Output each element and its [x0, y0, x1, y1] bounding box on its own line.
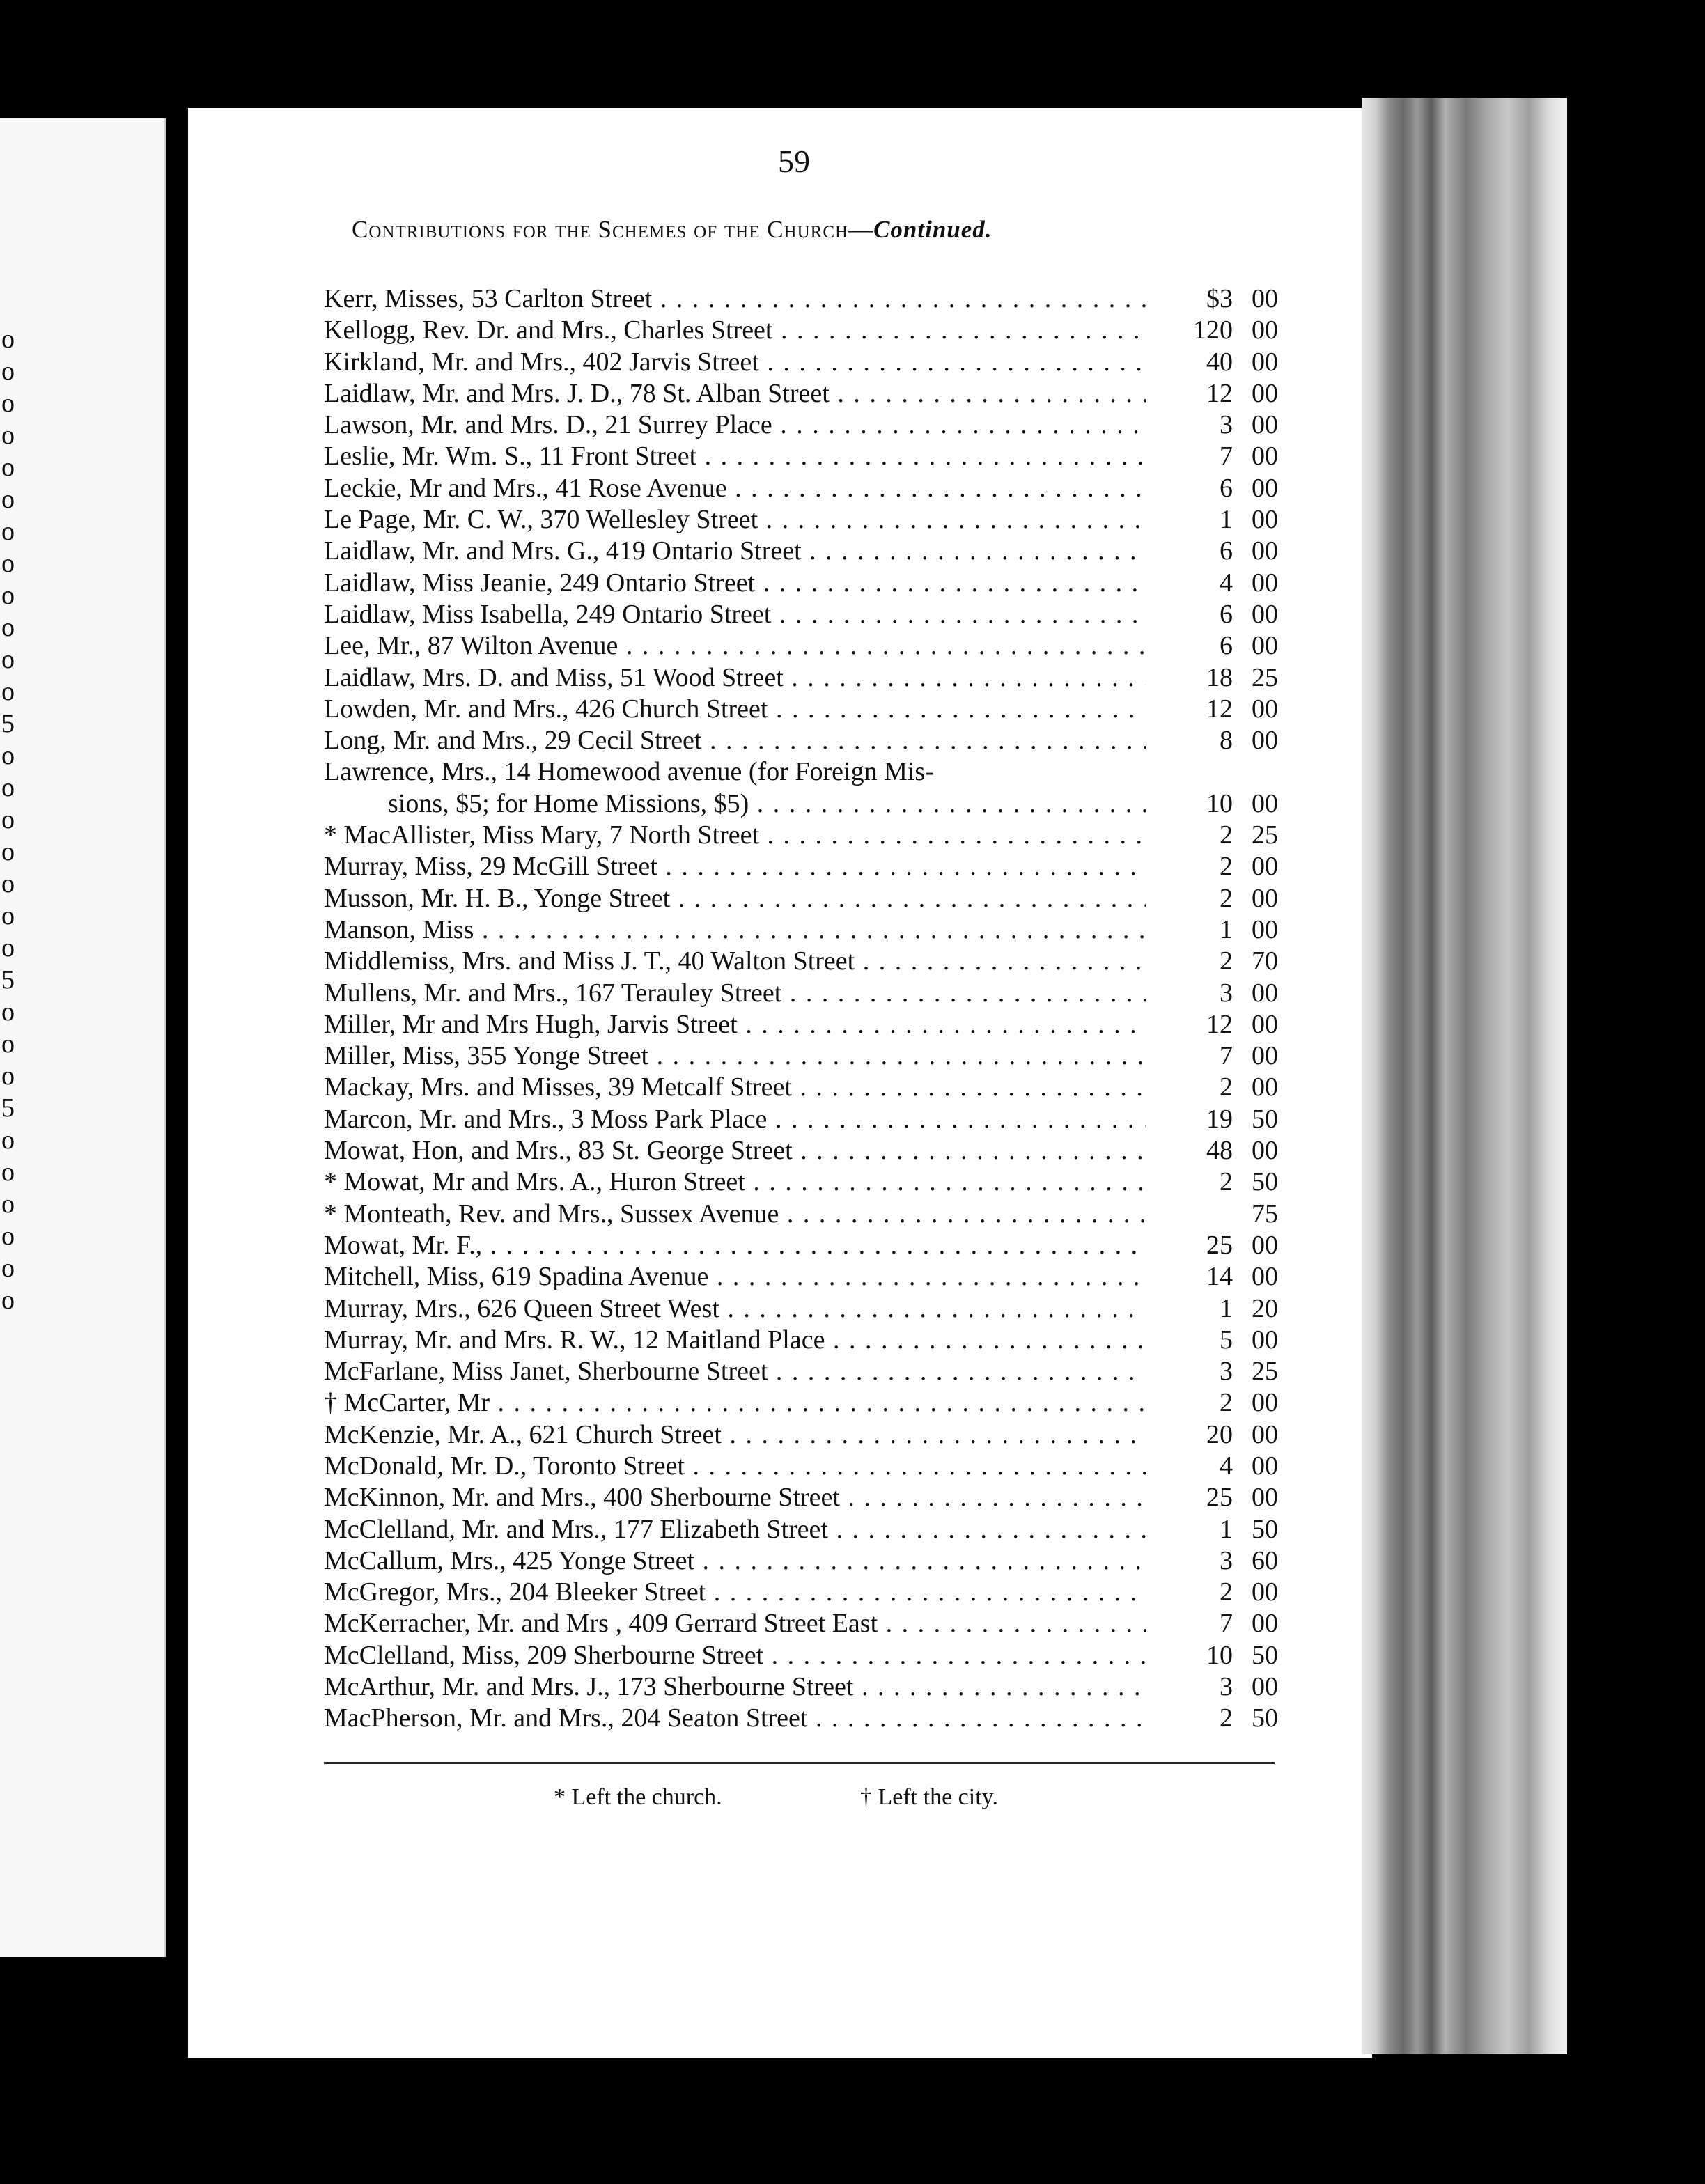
- amount-cents: 50: [1252, 1104, 1278, 1134]
- contributor-name: McCallum, Mrs., 425 Yonge Street . . .: [324, 1545, 1146, 1577]
- amount-cents: 00: [1252, 1072, 1278, 1102]
- contributor-name: * Mowat, Mr and Mrs. A., Huron Street . . .: [324, 1167, 1146, 1198]
- contribution-row: [324, 504, 1278, 536]
- amount-dollars: 5: [1220, 1325, 1233, 1355]
- contributor-name: Long, Mr. and Mrs., 29 Cecil Street . . .: [324, 725, 1146, 756]
- amount-dollars: $3: [1206, 284, 1233, 313]
- contributor-name: Murray, Mr. and Mrs. R. W., 12 Maitland Place . . .: [324, 1325, 1146, 1356]
- amount-dollars: 1: [1220, 1293, 1233, 1323]
- amount-cents: 20: [1252, 1293, 1278, 1323]
- contribution-row: [324, 946, 1278, 977]
- amount-cents: 75: [1252, 1199, 1278, 1228]
- contribution-row: [324, 725, 1278, 756]
- left-page-edge-digit: o: [1, 581, 15, 610]
- contribution-row: [324, 1514, 1278, 1545]
- contributor-name: Middlemiss, Mrs. and Miss J. T., 40 Walton Street . . .: [324, 946, 1146, 977]
- left-page-edge-digit: o: [1, 421, 15, 450]
- contribution-row: [324, 1387, 1278, 1419]
- left-page-edge-digit: o: [1, 1061, 15, 1091]
- left-page-edge-digit: o: [1, 1190, 15, 1219]
- contributor-name: sions, $5; for Home Missions, $5) . . .: [388, 788, 1146, 820]
- left-page-edge-digit: o: [1, 1125, 15, 1155]
- amount-dollars: 2: [1220, 820, 1233, 850]
- left-page-edge-digit: o: [1, 741, 15, 770]
- amount-cents: 00: [1252, 568, 1278, 598]
- amount-dollars: 4: [1220, 1451, 1233, 1481]
- amount-dollars: 6: [1220, 473, 1233, 503]
- amount-dollars: 7: [1220, 1609, 1233, 1639]
- contributor-name: McFarlane, Miss Janet, Sherbourne Street . . .: [324, 1356, 1146, 1387]
- amount-cents: 00: [1252, 1009, 1278, 1039]
- amount-dollars: 2: [1220, 1577, 1233, 1607]
- contributor-name: McClelland, Miss, 209 Sherbourne Street . . .: [324, 1640, 1146, 1671]
- amount-dollars: 19: [1206, 1104, 1233, 1134]
- contributor-name: Miller, Miss, 355 Yonge Street . . .: [324, 1040, 1146, 1072]
- left-page-edge-digit: o: [1, 933, 15, 962]
- contribution-row: [324, 756, 1278, 788]
- contributor-name: McClelland, Mr. and Mrs., 177 Elizabeth Street . . .: [324, 1514, 1146, 1545]
- left-page-edge-digit: o: [1, 613, 15, 642]
- left-page-edge-digit: o: [1, 517, 15, 546]
- contributor-name: Lee, Mr., 87 Wilton Avenue . . .: [324, 630, 1146, 662]
- amount-cents: 00: [1252, 1672, 1278, 1702]
- footnote-left-church: * Left the church.: [554, 1784, 722, 1810]
- amount-dollars: 1: [1220, 1514, 1233, 1544]
- amount-dollars: 18: [1206, 662, 1233, 692]
- left-page-edge-digit: o: [1, 325, 15, 354]
- amount-dollars: 48: [1206, 1136, 1233, 1166]
- amount-cents: 00: [1252, 694, 1278, 724]
- contributions-list: [324, 283, 1278, 1735]
- contribution-row: [324, 1640, 1278, 1671]
- contribution-row: [324, 1671, 1278, 1703]
- contribution-row: [324, 568, 1278, 599]
- contribution-row: [324, 1040, 1278, 1072]
- left-page-edge-digit: o: [1, 645, 15, 674]
- contributor-name: MacPherson, Mr. and Mrs., 204 Seaton Street . . .: [324, 1703, 1146, 1734]
- amount-dollars: 2: [1220, 1072, 1233, 1102]
- contributor-name: Mackay, Mrs. and Misses, 39 Metcalf Street . . .: [324, 1072, 1146, 1103]
- amount-dollars: 3: [1220, 410, 1233, 440]
- header-title: Contributions for the Schemes of the Church—: [352, 216, 874, 243]
- contributor-name: * MacAllister, Miss Mary, 7 North Street . . .: [324, 820, 1146, 851]
- contributor-name: Laidlaw, Miss Isabella, 249 Ontario Street . . .: [324, 599, 1146, 630]
- amount-dollars: 7: [1220, 1041, 1233, 1071]
- amount-cents: 00: [1252, 599, 1278, 629]
- contribution-row: [324, 1703, 1278, 1734]
- left-page-edge-digit: o: [1, 485, 15, 514]
- contributor-name: Laidlaw, Mr. and Mrs. G., 419 Ontario Street . . .: [324, 536, 1146, 567]
- amount-dollars: 25: [1206, 1483, 1233, 1513]
- amount-dollars: 6: [1220, 631, 1233, 661]
- contribution-row: [324, 694, 1278, 725]
- contributor-name: Laidlaw, Mr. and Mrs. J. D., 78 St. Alban Street . . .: [324, 378, 1146, 410]
- contribution-row: [324, 820, 1278, 851]
- contributor-name: † McCarter, Mr . . .: [324, 1387, 1146, 1419]
- contribution-row: [324, 978, 1278, 1009]
- contributor-name: Kerr, Misses, 53 Carlton Street . . .: [324, 283, 1146, 315]
- amount-cents: 00: [1252, 1325, 1278, 1355]
- amount-dollars: 2: [1220, 1703, 1233, 1733]
- amount-cents: 00: [1252, 1041, 1278, 1071]
- contributor-name: Mowat, Mr. F., . . .: [324, 1230, 1146, 1261]
- contributor-name: Musson, Mr. H. B., Yonge Street . . .: [324, 883, 1146, 914]
- amount-cents: 00: [1252, 536, 1278, 566]
- contribution-row: [324, 1608, 1278, 1639]
- contributor-name: Lawson, Mr. and Mrs. D., 21 Surrey Place . . .: [324, 410, 1146, 441]
- amount-cents: 00: [1252, 1136, 1278, 1166]
- amount-cents: 50: [1252, 1514, 1278, 1544]
- contribution-row: [324, 1072, 1278, 1103]
- contribution-row: [324, 1419, 1278, 1451]
- amount-cents: 00: [1252, 726, 1278, 756]
- amount-cents: 00: [1252, 883, 1278, 913]
- amount-cents: 00: [1252, 1262, 1278, 1292]
- contributor-name: Lowden, Mr. and Mrs., 426 Church Street . . .: [324, 694, 1146, 725]
- left-page-edge-digit: o: [1, 1222, 15, 1251]
- contributor-name: Leslie, Mr. Wm. S., 11 Front Street . . .: [324, 441, 1146, 472]
- page-edge-stack: [1362, 98, 1567, 2054]
- amount-dollars: 120: [1193, 315, 1233, 345]
- amount-cents: 00: [1252, 852, 1278, 882]
- contribution-row: [324, 1199, 1278, 1230]
- amount-cents: 70: [1252, 946, 1278, 976]
- contributor-name: McGregor, Mrs., 204 Bleeker Street . . .: [324, 1577, 1146, 1608]
- contribution-row: [324, 1293, 1278, 1325]
- page-number: 59: [778, 143, 810, 179]
- left-page-edge-digit: o: [1, 389, 15, 418]
- contribution-row: [324, 1230, 1278, 1261]
- amount-cents: 00: [1252, 631, 1278, 661]
- left-page-edge-digit: o: [1, 773, 15, 802]
- contribution-row: [324, 788, 1278, 820]
- contributor-name: Laidlaw, Mrs. D. and Miss, 51 Wood Street . . .: [324, 662, 1146, 694]
- amount-dollars: 1: [1220, 914, 1233, 944]
- amount-dollars: 3: [1220, 1357, 1233, 1387]
- amount-cents: 00: [1252, 347, 1278, 377]
- amount-cents: 00: [1252, 284, 1278, 313]
- contributor-name: Marcon, Mr. and Mrs., 3 Moss Park Place . . .: [324, 1104, 1146, 1135]
- left-page-edge-digit: o: [1, 901, 15, 930]
- amount-cents: 00: [1252, 410, 1278, 440]
- contribution-row: [324, 1135, 1278, 1167]
- contribution-row: [324, 1009, 1278, 1040]
- left-page-edge-digit: o: [1, 1254, 15, 1283]
- contributor-name: McArthur, Mr. and Mrs. J., 173 Sherbourne Street . . .: [324, 1671, 1146, 1703]
- contributor-name: McKerracher, Mr. and Mrs , 409 Gerrard Street East . . .: [324, 1608, 1146, 1639]
- amount-dollars: 2: [1220, 946, 1233, 976]
- amount-dollars: 2: [1220, 883, 1233, 913]
- left-page-edge-digit: o: [1, 1286, 15, 1315]
- contributor-name: McDonald, Mr. D., Toronto Street . . .: [324, 1451, 1146, 1482]
- contribution-row: [324, 283, 1278, 315]
- contributor-name: Mullens, Mr. and Mrs., 167 Terauley Street . . .: [324, 978, 1146, 1009]
- amount-cents: 25: [1252, 662, 1278, 692]
- amount-cents: 00: [1252, 378, 1278, 408]
- contribution-row: [324, 1167, 1278, 1198]
- contributor-name: Le Page, Mr. C. W., 370 Wellesley Street . . .: [324, 504, 1146, 536]
- contribution-row: [324, 410, 1278, 441]
- amount-dollars: 7: [1220, 442, 1233, 471]
- left-page-edge-digit: o: [1, 997, 15, 1027]
- amount-cents: 00: [1252, 1483, 1278, 1513]
- contribution-row: [324, 914, 1278, 946]
- page-header: [352, 216, 1257, 244]
- contribution-row: [324, 1261, 1278, 1293]
- contribution-row: [324, 1451, 1278, 1482]
- contributor-name: Miller, Mr and Mrs Hugh, Jarvis Street . . .: [324, 1009, 1146, 1040]
- left-page-edge-digit: o: [1, 549, 15, 578]
- amount-dollars: 1: [1220, 505, 1233, 535]
- contribution-row: [324, 851, 1278, 882]
- amount-dollars: 2: [1220, 852, 1233, 882]
- amount-dollars: 40: [1206, 347, 1233, 377]
- contributor-name: Mitchell, Miss, 619 Spadina Avenue . . .: [324, 1261, 1146, 1293]
- amount-dollars: 10: [1206, 788, 1233, 818]
- amount-cents: 00: [1252, 1451, 1278, 1481]
- contribution-row: [324, 599, 1278, 630]
- contribution-row: [324, 378, 1278, 410]
- footnote-rule: [324, 1762, 1275, 1764]
- contributor-name: Kirkland, Mr. and Mrs., 402 Jarvis Street . . .: [324, 347, 1146, 378]
- contributor-name: Kellogg, Rev. Dr. and Mrs., Charles Street . . .: [324, 315, 1146, 346]
- amount-dollars: 8: [1220, 726, 1233, 756]
- amount-dollars: 3: [1220, 1545, 1233, 1575]
- amount-dollars: 20: [1206, 1419, 1233, 1449]
- left-page-edge-digit: 5: [1, 965, 15, 994]
- amount-dollars: 10: [1206, 1640, 1233, 1670]
- amount-dollars: 4: [1220, 568, 1233, 598]
- contribution-row: [324, 1482, 1278, 1513]
- left-page-edge-digit: o: [1, 677, 15, 706]
- contributor-name: McKinnon, Mr. and Mrs., 400 Sherbourne Street . . .: [324, 1482, 1146, 1513]
- footnote-left-city: † Left the city.: [860, 1784, 998, 1810]
- amount-cents: 00: [1252, 1388, 1278, 1418]
- amount-cents: 00: [1252, 315, 1278, 345]
- amount-cents: 00: [1252, 442, 1278, 471]
- amount-dollars: 2: [1220, 1388, 1233, 1418]
- left-page-edge-digit: o: [1, 837, 15, 866]
- contributor-name: Murray, Miss, 29 McGill Street . . .: [324, 851, 1146, 882]
- amount-cents: 50: [1252, 1167, 1278, 1197]
- amount-dollars: 6: [1220, 599, 1233, 629]
- amount-cents: 00: [1252, 473, 1278, 503]
- amount-cents: 00: [1252, 1577, 1278, 1607]
- amount-cents: 50: [1252, 1640, 1278, 1670]
- amount-dollars: 3: [1220, 978, 1233, 1008]
- left-page-edge-digit: 5: [1, 1093, 15, 1123]
- contribution-row: [324, 883, 1278, 914]
- amount-dollars: 14: [1206, 1262, 1233, 1292]
- amount-dollars: 3: [1220, 1672, 1233, 1702]
- amount-dollars: 12: [1206, 378, 1233, 408]
- amount-cents: 00: [1252, 788, 1278, 818]
- amount-cents: 25: [1252, 820, 1278, 850]
- contribution-row: [324, 662, 1278, 694]
- contribution-row: [324, 1577, 1278, 1608]
- amount-cents: 50: [1252, 1703, 1278, 1733]
- left-page-edge-digit: o: [1, 1157, 15, 1187]
- left-page-edge-digit: o: [1, 805, 15, 834]
- amount-cents: 00: [1252, 505, 1278, 535]
- amount-cents: 00: [1252, 978, 1278, 1008]
- contributor-name: Mowat, Hon, and Mrs., 83 St. George Street . . .: [324, 1135, 1146, 1167]
- contribution-row: [324, 630, 1278, 662]
- amount-cents: 00: [1252, 1419, 1278, 1449]
- amount-cents: 25: [1252, 1357, 1278, 1387]
- contribution-row: [324, 1104, 1278, 1135]
- contributor-name: Laidlaw, Miss Jeanie, 249 Ontario Street . . .: [324, 568, 1146, 599]
- left-page-edge-digit: o: [1, 1029, 15, 1059]
- contributor-name: Manson, Miss . . .: [324, 914, 1146, 946]
- amount-dollars: 12: [1206, 1009, 1233, 1039]
- contribution-row: [324, 536, 1278, 567]
- contribution-row: [324, 1545, 1278, 1577]
- contributor-name: Murray, Mrs., 626 Queen Street West . . .: [324, 1293, 1146, 1325]
- contribution-row: [324, 473, 1278, 504]
- amount-cents: 00: [1252, 1609, 1278, 1639]
- header-continued: Continued.: [873, 216, 992, 243]
- contribution-row: [324, 1325, 1278, 1356]
- amount-cents: 60: [1252, 1545, 1278, 1575]
- contributor-name: * Monteath, Rev. and Mrs., Sussex Avenue . . .: [324, 1199, 1146, 1230]
- contribution-row: [324, 1356, 1278, 1387]
- amount-cents: 00: [1252, 914, 1278, 944]
- contributor-name: McKenzie, Mr. A., 621 Church Street . . .: [324, 1419, 1146, 1451]
- amount-dollars: 6: [1220, 536, 1233, 566]
- left-page: [0, 118, 166, 1957]
- amount-dollars: 25: [1206, 1230, 1233, 1260]
- left-page-edge-digit: o: [1, 869, 15, 898]
- amount-dollars: 12: [1206, 694, 1233, 724]
- amount-dollars: 2: [1220, 1167, 1233, 1197]
- contribution-row: [324, 441, 1278, 472]
- contribution-row: [324, 347, 1278, 378]
- contribution-row: [324, 315, 1278, 346]
- amount-cents: 00: [1252, 1230, 1278, 1260]
- left-page-edge-digit: o: [1, 453, 15, 482]
- left-page-edge-digit: 5: [1, 709, 15, 738]
- left-page-edge-digit: o: [1, 357, 15, 386]
- contributor-name: Lawrence, Mrs., 14 Homewood avenue (for Foreign Mis-: [324, 757, 934, 787]
- contributor-name: Leckie, Mr and Mrs., 41 Rose Avenue . . .: [324, 473, 1146, 504]
